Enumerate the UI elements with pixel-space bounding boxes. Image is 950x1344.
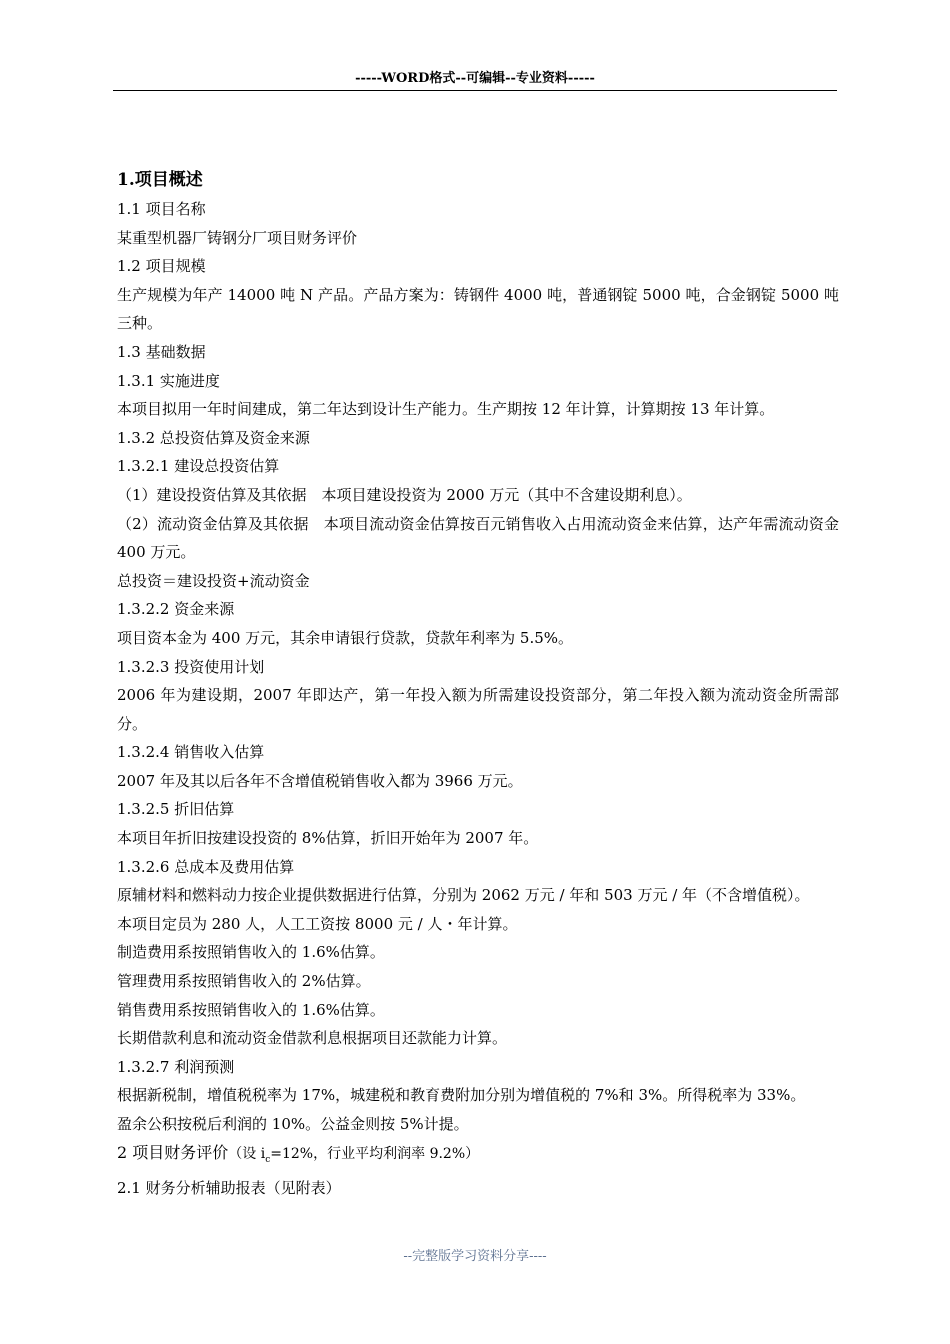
section-heading-2-subscript: c	[265, 1154, 271, 1165]
paragraph-project-scale: 生产规模为年产 14000 吨 N 产品。产品方案为：铸钢件 4000 吨，普通钢锭 5000 吨，合金钢锭 5000 吨三种。	[117, 285, 839, 333]
paragraph-depreciation: 本项目年折旧按建设投资的 8%估算，折旧开始年为 2007 年。	[117, 829, 539, 848]
subheading-1-3-2-1: 1.3.2.1 建设总投资估算	[117, 457, 280, 476]
subheading-1-1: 1.1 项目名称	[117, 200, 206, 218]
subheading-1-3-2-3: 1.3.2.3 投资使用计划	[117, 657, 265, 676]
subheading-1-3: 1.3 基础数据	[117, 342, 206, 361]
subheading-1-3-2-5: 1.3.2.5 折旧估算	[117, 800, 235, 819]
subheading-1-3-2-2: 1.3.2.2 资金来源	[117, 600, 235, 619]
paragraph-staffing: 本项目定员为 280 人，人工工资按 8000 元 / 人・年计算。	[117, 914, 518, 933]
page-footer: --完整版学习资料分享----	[403, 1249, 547, 1264]
paragraph-materials-cost: 原辅材料和燃料动力按企业提供数据进行估算，分别为 2062 万元 / 年和 503 万元 / 年（不含增值税）。	[117, 886, 810, 905]
subheading-1-3-2-7: 1.3.2.7 利润预测	[117, 1057, 235, 1076]
subheading-1-3-1: 1.3.1 实施进度	[117, 371, 220, 390]
paragraph-sales-cost: 销售费用系按照销售收入的 1.6%估算。	[117, 1000, 385, 1019]
section-heading-2-note-rest: =12%，行业平均利润率 9.2%）	[270, 1145, 480, 1162]
paragraph-management-cost: 管理费用系按照销售收入的 2%估算。	[117, 972, 371, 991]
paragraph-tax-rates: 根据新税制，增值税税率为 17%，城建税和教育费附加分别为增值税的 7%和 3%。所得税率为 33%。	[117, 1086, 806, 1105]
section-heading-2	[117, 1139, 839, 1175]
paragraph-construction-investment: （1）建设投资估算及其依据 本项目建设投资为 2000 万元（其中不含建设期利息）。	[117, 485, 692, 504]
subheading-1-3-2-6: 1.3.2.6 总成本及费用估算	[117, 857, 295, 876]
subheading-1-3-2-4: 1.3.2.4 销售收入估算	[117, 743, 265, 762]
paragraph-manufacturing-cost: 制造费用系按照销售收入的 1.6%估算。	[117, 943, 385, 962]
paragraph-funding: 项目资本金为 400 万元，其余申请银行贷款，贷款年利率为 5.5%。	[117, 628, 574, 647]
paragraph-usage-plan: 2006 年为建设期，2007 年即达产，第一年投入额为所需建设投资部分，第二年投入额为流动资金所需部分。	[117, 686, 839, 733]
subheading-2-1: 2.1 财务分析辅助报表（见附表）	[117, 1179, 341, 1198]
section-heading-1: 1.项目概述	[117, 170, 203, 190]
page-header: -----WORD格式--可编辑--专业资料-----	[113, 70, 837, 91]
paragraph-interest: 长期借款利息和流动资金借款利息根据项目还款能力计算。	[117, 1029, 508, 1048]
paragraph-surplus-reserve: 盈余公积按税后利润的 10%。公益金则按 5%计提。	[117, 1115, 469, 1133]
paragraph-working-capital: （2）流动资金估算及其依据 本项目流动资金估算按百元销售收入占用流动资金来估算，达产年需流动资金 400 万元。	[117, 514, 839, 562]
paragraph-sales-revenue: 2007 年及其以后各年不含增值税销售收入都为 3966 万元。	[117, 771, 523, 790]
document-body	[117, 165, 839, 1203]
paragraph-project-name: 某重型机器厂铸钢分厂项目财务评价	[117, 228, 358, 247]
section-heading-2-note: （设 i	[228, 1145, 266, 1162]
subheading-1-2: 1.2 项目规模	[117, 257, 206, 276]
section-heading-2-title: 2 项目财务评价	[117, 1142, 229, 1162]
subheading-1-3-2: 1.3.2 总投资估算及资金来源	[117, 428, 310, 447]
paragraph-schedule: 本项目拟用一年时间建成，第二年达到设计生产能力。生产期按 12 年计算，计算期按 13 年计算。	[117, 400, 775, 419]
paragraph-total-investment: 总投资＝建设投资+流动资金	[117, 571, 310, 590]
